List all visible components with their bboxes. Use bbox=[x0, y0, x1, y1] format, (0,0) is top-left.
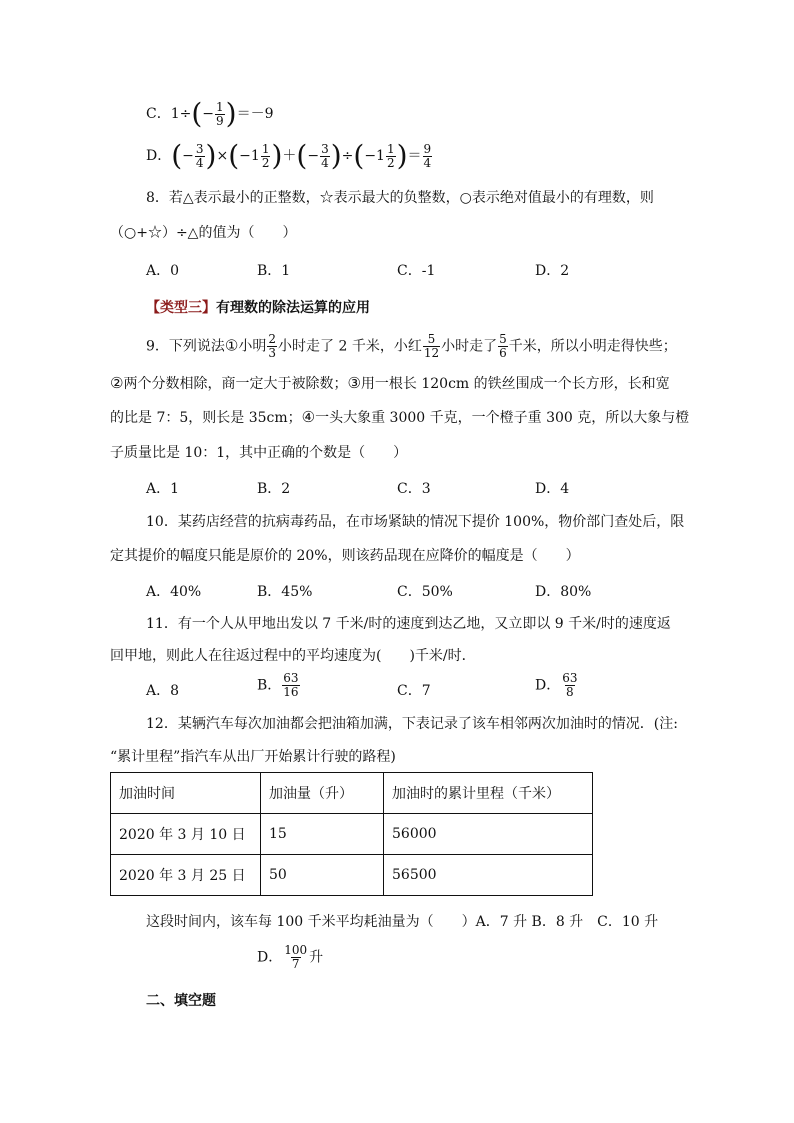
q10-option-d: D．80% bbox=[535, 584, 592, 600]
table-header-cell: 加油量（升） bbox=[261, 773, 384, 814]
section-heading bbox=[146, 297, 370, 317]
q12-stem-line2: “累计里程”指汽车从出厂开始累计行驶的路程) bbox=[110, 749, 396, 765]
q8-option-c: C．-1 bbox=[397, 263, 436, 279]
q11-stem-line1: 11．有一个人从甲地出发以 7 千米/时的速度到达乙地，又立即以 9 千米/时的速度返 bbox=[146, 616, 671, 632]
circled-number: ① bbox=[224, 336, 239, 355]
table-cell: 15 bbox=[261, 814, 384, 855]
q8-option-d: D．2 bbox=[535, 263, 570, 279]
q9-stem-line3: 的比是 7：5，则长是 35cm；④一头大象重 3000 千克，一个橙子重 300 克，所以大象与橙 bbox=[110, 408, 690, 426]
table-header-row bbox=[111, 773, 593, 814]
q10-stem-line1: 10．某药店经营的抗病毒药品，在市场紧缺的情况下提价 100%，物价部门查处后，限 bbox=[146, 514, 685, 530]
expr-text: ＝－9 bbox=[236, 106, 274, 122]
q10-stem-line2: 定其提价的幅度只能是原价的 20%，则该药品现在应降价的幅度是（ ） bbox=[110, 548, 580, 564]
fraction: $\frac{9}{4}$ bbox=[423, 141, 432, 170]
fraction: $\frac{2}{3}$ bbox=[268, 332, 277, 360]
fraction: $\frac{1}{2}$ bbox=[386, 141, 395, 170]
q7-option-c: C．1÷(− $\frac{1}{9}$ )＝－9 bbox=[146, 97, 274, 130]
fraction: $\frac{100}{7}$ bbox=[284, 943, 308, 971]
q7-option-d: D．(− $\frac{3}{4}$ )×(−1 $\frac{1}{2}$ )＋(− $\frac{3}{4}$ )÷(−1 $\frac{1}{2}$ )＝ $\frac{9}{4}$ bbox=[146, 139, 432, 172]
q12-stem-line1: 12．某辆汽车每次加油都会把油箱加满，下表记录了该车相邻两次加油时的情况．(注: bbox=[146, 716, 678, 732]
fraction: $\frac{1}{2}$ bbox=[261, 141, 270, 170]
refuel-table bbox=[110, 772, 593, 896]
section-bracket: 【类型三】 bbox=[146, 300, 216, 316]
paren: ) bbox=[225, 97, 237, 130]
table-cell: 2020 年 3 月 25 日 bbox=[111, 855, 261, 896]
circled-number: ③ bbox=[347, 374, 361, 392]
q9-option-d: D．4 bbox=[535, 481, 570, 497]
q9-option-a: A．1 bbox=[146, 481, 180, 497]
table-cell: 50 bbox=[261, 855, 384, 896]
paren: ( bbox=[191, 97, 203, 130]
q10-option-a: A．40% bbox=[146, 584, 202, 600]
table-header-cell: 加油时间 bbox=[111, 773, 261, 814]
circled-number: ② bbox=[110, 374, 124, 392]
q11-option-a: A．8 bbox=[146, 683, 180, 699]
q9-stem-line2: ②两个分数相除，商一定大于被除数；③用一根长 120cm 的铁丝围成一个长方形，长和宽 bbox=[110, 374, 670, 392]
q9-stem-line4: 子质量比是 10：1，其中正确的个数是（ ） bbox=[110, 445, 408, 461]
q8-stem-line1: 8．若△表示最小的正整数，☆表示最大的负整数，○表示绝对值最小的有理数，则 bbox=[146, 190, 654, 206]
fraction: $\frac{3}{4}$ bbox=[321, 141, 329, 170]
q12-option-d: D． $\frac{100}{7}$ 升 bbox=[257, 943, 324, 971]
q8-option-a: A．0 bbox=[146, 263, 180, 279]
table-header-cell: 加油时的累计里程（千米） bbox=[384, 773, 593, 814]
section-heading-fill-blank: 二、填空题 bbox=[146, 993, 216, 1009]
fraction: $\frac{3}{4}$ bbox=[195, 141, 204, 170]
q10-option-b: B．45% bbox=[257, 584, 313, 600]
table-row bbox=[111, 855, 593, 896]
q11-option-c: C．7 bbox=[397, 683, 431, 699]
q11-option-d: D． $\frac{63}{8}$ bbox=[535, 671, 578, 699]
q12-question: 这段时间内，该车每 100 千米平均耗油量为（ ）A．7 升 B．8 升 C．10 升 bbox=[146, 914, 659, 930]
q11-option-b: B． $\frac{63}{16}$ bbox=[257, 671, 299, 699]
q9-stem-line1: 9．下列说法①小明 $\frac{2}{3}$ 小时走了 2 千米，小红 $\frac{5}{12}$ 小时走了 $\frac{5}{6}$ 千米，所以小明走得快些； bbox=[146, 332, 677, 360]
circled-number: ④ bbox=[301, 408, 316, 426]
section-title-text: 有理数的除法运算的应用 bbox=[216, 300, 370, 316]
expr-text: 1÷ bbox=[170, 106, 192, 122]
table-cell: 2020 年 3 月 10 日 bbox=[111, 814, 261, 855]
q9-option-c: C．3 bbox=[397, 481, 431, 497]
fraction: $\frac{63}{8}$ bbox=[562, 671, 578, 699]
fraction: $\frac{5}{6}$ bbox=[499, 332, 507, 360]
q9-option-b: B．2 bbox=[257, 481, 291, 497]
option-label: C． bbox=[146, 106, 171, 122]
q10-option-c: C．50% bbox=[397, 584, 453, 600]
q8-option-b: B．1 bbox=[257, 263, 291, 279]
q8-stem-line2: （○+☆）÷△的值为（ ） bbox=[110, 225, 297, 241]
table-row bbox=[111, 814, 593, 855]
fraction: $\frac{5}{12}$ bbox=[423, 332, 440, 360]
fraction: $\frac{1}{9}$ bbox=[216, 99, 224, 128]
fraction: $\frac{63}{16}$ bbox=[283, 671, 299, 699]
option-label: D． bbox=[146, 148, 172, 164]
table-cell: 56000 bbox=[384, 814, 593, 855]
q11-stem-line2: 回甲地，则此人在往返过程中的平均速度为( )千米/时． bbox=[110, 648, 476, 664]
table-cell: 56500 bbox=[384, 855, 593, 896]
